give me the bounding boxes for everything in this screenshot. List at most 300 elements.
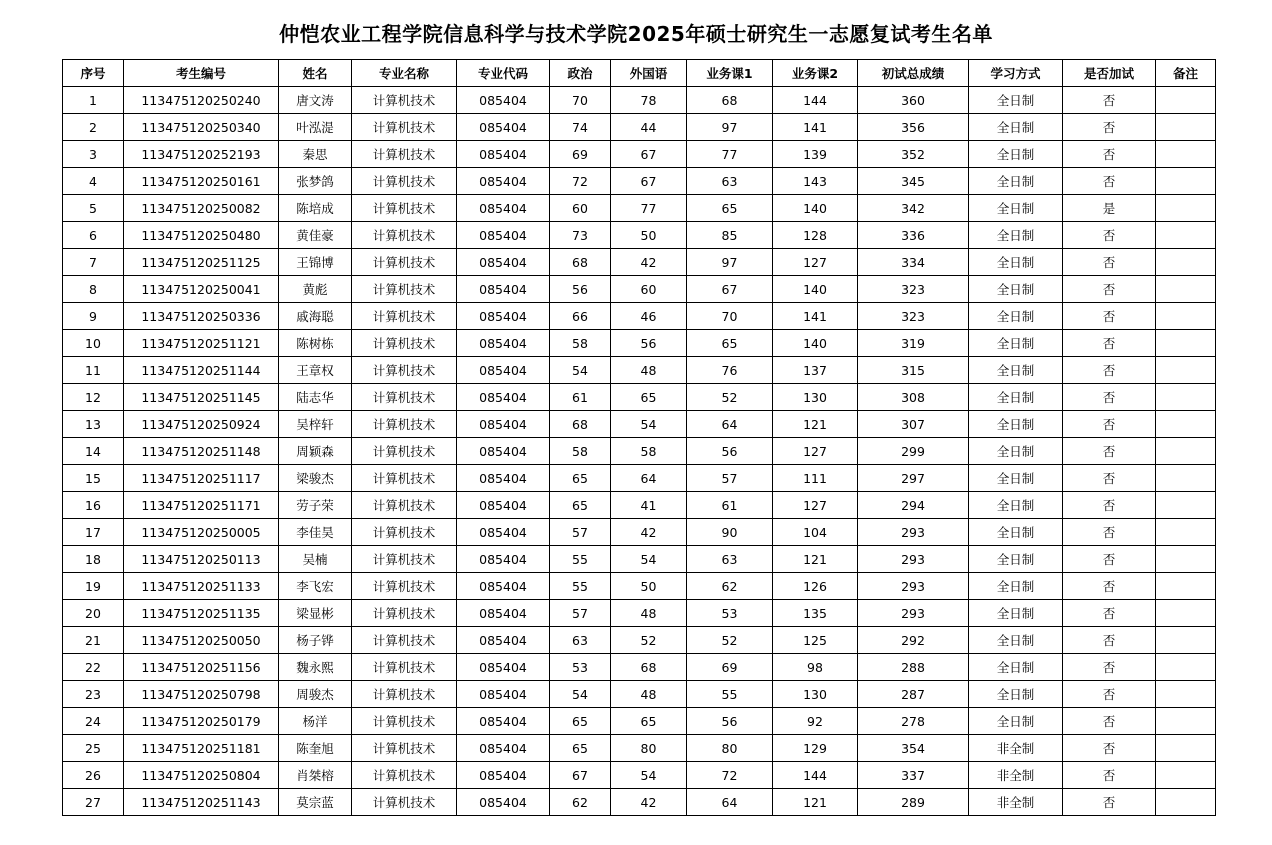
table-cell: 20 — [63, 600, 124, 627]
table-cell: 113475120251144 — [124, 357, 279, 384]
table-cell: 否 — [1063, 492, 1156, 519]
table-cell — [1156, 789, 1216, 816]
table-cell: 140 — [773, 195, 858, 222]
table-row — [63, 357, 1216, 384]
table-cell — [1156, 546, 1216, 573]
table-cell — [1156, 492, 1216, 519]
column-header: 学习方式 — [969, 60, 1063, 87]
table-cell — [1156, 168, 1216, 195]
table-cell: 否 — [1063, 735, 1156, 762]
table-cell: 140 — [773, 330, 858, 357]
table-cell: 41 — [611, 492, 687, 519]
table-cell: 72 — [550, 168, 611, 195]
table-cell: 113475120251171 — [124, 492, 279, 519]
table-cell: 308 — [858, 384, 969, 411]
table-cell: 吴楠 — [279, 546, 352, 573]
table-cell: 113475120250041 — [124, 276, 279, 303]
table-cell: 否 — [1063, 762, 1156, 789]
table-cell: 50 — [611, 573, 687, 600]
table-cell: 56 — [687, 708, 773, 735]
table-cell: 140 — [773, 276, 858, 303]
table-cell: 否 — [1063, 681, 1156, 708]
table-cell: 77 — [687, 141, 773, 168]
table-cell: 计算机技术 — [352, 195, 457, 222]
table-cell: 085404 — [457, 411, 550, 438]
table-row — [63, 87, 1216, 114]
table-cell: 计算机技术 — [352, 276, 457, 303]
column-header: 专业代码 — [457, 60, 550, 87]
table-cell: 56 — [611, 330, 687, 357]
table-cell: 113475120251135 — [124, 600, 279, 627]
table-cell: 否 — [1063, 600, 1156, 627]
table-cell: 1 — [63, 87, 124, 114]
table-cell: 44 — [611, 114, 687, 141]
table-cell: 计算机技术 — [352, 87, 457, 114]
table-cell: 是 — [1063, 195, 1156, 222]
table-cell: 352 — [858, 141, 969, 168]
column-header: 初试总成绩 — [858, 60, 969, 87]
table-row — [63, 627, 1216, 654]
table-cell: 否 — [1063, 357, 1156, 384]
table-cell: 戚海聪 — [279, 303, 352, 330]
table-cell: 52 — [687, 627, 773, 654]
table-cell: 陈树栋 — [279, 330, 352, 357]
table-cell: 60 — [611, 276, 687, 303]
table-row — [63, 681, 1216, 708]
table-cell: 55 — [550, 546, 611, 573]
table-row — [63, 492, 1216, 519]
table-cell — [1156, 465, 1216, 492]
table-cell: 98 — [773, 654, 858, 681]
table-cell: 27 — [63, 789, 124, 816]
table-cell: 全日制 — [969, 627, 1063, 654]
table-cell: 62 — [687, 573, 773, 600]
table-cell: 否 — [1063, 168, 1156, 195]
table-cell: 69 — [550, 141, 611, 168]
table-cell: 345 — [858, 168, 969, 195]
table-cell: 否 — [1063, 87, 1156, 114]
table-cell: 全日制 — [969, 114, 1063, 141]
table-cell: 全日制 — [969, 681, 1063, 708]
table-cell: 323 — [858, 276, 969, 303]
table-cell: 7 — [63, 249, 124, 276]
table-cell: 144 — [773, 762, 858, 789]
table-cell: 26 — [63, 762, 124, 789]
table-cell: 叶泓湜 — [279, 114, 352, 141]
table-cell: 否 — [1063, 249, 1156, 276]
table-cell: 336 — [858, 222, 969, 249]
table-cell: 21 — [63, 627, 124, 654]
column-header: 业务课1 — [687, 60, 773, 87]
table-cell: 否 — [1063, 627, 1156, 654]
column-header: 姓名 — [279, 60, 352, 87]
table-cell: 16 — [63, 492, 124, 519]
column-header: 业务课2 — [773, 60, 858, 87]
table-cell: 6 — [63, 222, 124, 249]
table-cell: 113475120250798 — [124, 681, 279, 708]
table-cell: 97 — [687, 114, 773, 141]
page-title: 仲恺农业工程学院信息科学与技术学院2025年硕士研究生一志愿复试考生名单 — [279, 22, 993, 46]
table-cell: 计算机技术 — [352, 681, 457, 708]
table-cell: 48 — [611, 600, 687, 627]
table-cell: 李佳昊 — [279, 519, 352, 546]
table-cell: 085404 — [457, 222, 550, 249]
table-cell: 计算机技术 — [352, 465, 457, 492]
table-cell: 计算机技术 — [352, 249, 457, 276]
table-cell: 57 — [687, 465, 773, 492]
table-cell: 085404 — [457, 654, 550, 681]
table-cell: 否 — [1063, 546, 1156, 573]
table-cell: 梁骏杰 — [279, 465, 352, 492]
table-cell: 085404 — [457, 627, 550, 654]
column-header: 考生编号 — [124, 60, 279, 87]
table-cell: 50 — [611, 222, 687, 249]
table-cell: 计算机技术 — [352, 519, 457, 546]
table-cell: 60 — [550, 195, 611, 222]
table-cell: 085404 — [457, 195, 550, 222]
table-cell — [1156, 681, 1216, 708]
table-cell: 计算机技术 — [352, 168, 457, 195]
table-cell: 计算机技术 — [352, 492, 457, 519]
table-cell: 王锦博 — [279, 249, 352, 276]
table-cell: 137 — [773, 357, 858, 384]
table-cell: 否 — [1063, 384, 1156, 411]
table-cell: 计算机技术 — [352, 573, 457, 600]
table-cell: 289 — [858, 789, 969, 816]
table-cell: 337 — [858, 762, 969, 789]
table-cell: 65 — [550, 492, 611, 519]
table-cell: 121 — [773, 789, 858, 816]
table-cell: 113475120252193 — [124, 141, 279, 168]
column-header: 备注 — [1156, 60, 1216, 87]
table-cell: 全日制 — [969, 708, 1063, 735]
table-cell: 66 — [550, 303, 611, 330]
table-cell: 125 — [773, 627, 858, 654]
table-cell: 非全制 — [969, 789, 1063, 816]
table-cell: 否 — [1063, 330, 1156, 357]
table-cell: 48 — [611, 357, 687, 384]
table-row — [63, 195, 1216, 222]
table-cell: 113475120250924 — [124, 411, 279, 438]
table-cell: 12 — [63, 384, 124, 411]
table-cell: 113475120250240 — [124, 87, 279, 114]
table-cell: 113475120251121 — [124, 330, 279, 357]
table-cell: 127 — [773, 249, 858, 276]
table-cell: 293 — [858, 519, 969, 546]
table-cell: 24 — [63, 708, 124, 735]
table-cell: 黄佳豪 — [279, 222, 352, 249]
table-cell: 085404 — [457, 735, 550, 762]
table-cell: 8 — [63, 276, 124, 303]
table-cell: 63 — [550, 627, 611, 654]
table-cell: 113475120250082 — [124, 195, 279, 222]
table-cell: 67 — [687, 276, 773, 303]
table-cell: 全日制 — [969, 276, 1063, 303]
table-cell — [1156, 600, 1216, 627]
table-cell: 113475120251117 — [124, 465, 279, 492]
table-row — [63, 654, 1216, 681]
table-cell: 113475120250804 — [124, 762, 279, 789]
table-cell: 65 — [611, 384, 687, 411]
table-cell: 53 — [550, 654, 611, 681]
table-row — [63, 249, 1216, 276]
table-cell: 计算机技术 — [352, 546, 457, 573]
table-cell: 否 — [1063, 141, 1156, 168]
table-cell: 113475120251125 — [124, 249, 279, 276]
table-cell: 42 — [611, 249, 687, 276]
table-cell: 67 — [550, 762, 611, 789]
table-cell: 计算机技术 — [352, 600, 457, 627]
table-cell: 085404 — [457, 384, 550, 411]
table-cell: 085404 — [457, 681, 550, 708]
table-cell: 46 — [611, 303, 687, 330]
table-cell: 354 — [858, 735, 969, 762]
table-cell: 085404 — [457, 465, 550, 492]
table-header-row — [63, 60, 1216, 87]
table-cell: 否 — [1063, 465, 1156, 492]
table-cell: 全日制 — [969, 465, 1063, 492]
column-header: 是否加试 — [1063, 60, 1156, 87]
table-cell: 63 — [687, 168, 773, 195]
table-cell — [1156, 411, 1216, 438]
table-cell: 全日制 — [969, 438, 1063, 465]
table-cell: 72 — [687, 762, 773, 789]
table-cell: 58 — [550, 330, 611, 357]
table-cell: 129 — [773, 735, 858, 762]
table-cell: 非全制 — [969, 735, 1063, 762]
table-cell: 085404 — [457, 276, 550, 303]
table-row — [63, 708, 1216, 735]
table-cell: 085404 — [457, 330, 550, 357]
table-cell: 18 — [63, 546, 124, 573]
table-cell: 计算机技术 — [352, 789, 457, 816]
table-cell: 莫宗蓝 — [279, 789, 352, 816]
table-cell: 360 — [858, 87, 969, 114]
table-cell: 085404 — [457, 168, 550, 195]
table-cell: 否 — [1063, 708, 1156, 735]
table-cell: 否 — [1063, 519, 1156, 546]
table-cell: 342 — [858, 195, 969, 222]
table-cell: 113475120251145 — [124, 384, 279, 411]
table-cell: 085404 — [457, 708, 550, 735]
table-row — [63, 276, 1216, 303]
table-cell: 90 — [687, 519, 773, 546]
table-cell — [1156, 357, 1216, 384]
table-cell: 48 — [611, 681, 687, 708]
table-cell — [1156, 249, 1216, 276]
table-cell: 2 — [63, 114, 124, 141]
table-row — [63, 438, 1216, 465]
table-cell — [1156, 303, 1216, 330]
table-cell: 全日制 — [969, 411, 1063, 438]
table-row — [63, 789, 1216, 816]
table-cell: 全日制 — [969, 654, 1063, 681]
table-cell: 全日制 — [969, 519, 1063, 546]
table-cell: 113475120251181 — [124, 735, 279, 762]
table-body — [63, 87, 1216, 816]
table-cell: 计算机技术 — [352, 141, 457, 168]
table-cell: 全日制 — [969, 168, 1063, 195]
table-cell: 否 — [1063, 573, 1156, 600]
table-cell: 127 — [773, 438, 858, 465]
table-cell: 65 — [550, 465, 611, 492]
table-cell: 张梦鸽 — [279, 168, 352, 195]
table-cell: 63 — [687, 546, 773, 573]
table-cell: 全日制 — [969, 384, 1063, 411]
table-cell: 323 — [858, 303, 969, 330]
table-cell: 135 — [773, 600, 858, 627]
table-cell: 15 — [63, 465, 124, 492]
table-cell: 周颖森 — [279, 438, 352, 465]
table-cell: 113475120250050 — [124, 627, 279, 654]
table-cell: 64 — [687, 789, 773, 816]
table-cell: 56 — [687, 438, 773, 465]
table-cell: 56 — [550, 276, 611, 303]
table-cell: 全日制 — [969, 141, 1063, 168]
table-cell: 085404 — [457, 249, 550, 276]
table-cell: 113475120251148 — [124, 438, 279, 465]
table-cell: 57 — [550, 600, 611, 627]
table-cell — [1156, 330, 1216, 357]
table-cell: 周骏杰 — [279, 681, 352, 708]
table-cell: 全日制 — [969, 195, 1063, 222]
table-cell: 劳子荣 — [279, 492, 352, 519]
table-cell: 陈奎旭 — [279, 735, 352, 762]
table-cell: 吴梓轩 — [279, 411, 352, 438]
table-cell: 否 — [1063, 789, 1156, 816]
table-cell: 54 — [550, 357, 611, 384]
table-cell: 19 — [63, 573, 124, 600]
column-header: 专业名称 — [352, 60, 457, 87]
table-cell: 76 — [687, 357, 773, 384]
table-cell: 25 — [63, 735, 124, 762]
table-cell: 计算机技术 — [352, 438, 457, 465]
table-cell: 67 — [611, 168, 687, 195]
table-row — [63, 735, 1216, 762]
table-cell: 356 — [858, 114, 969, 141]
table-cell: 计算机技术 — [352, 708, 457, 735]
table-cell: 4 — [63, 168, 124, 195]
table-cell: 143 — [773, 168, 858, 195]
table-cell: 68 — [611, 654, 687, 681]
table-cell: 54 — [550, 681, 611, 708]
table-cell: 23 — [63, 681, 124, 708]
table-cell: 085404 — [457, 141, 550, 168]
table-cell: 9 — [63, 303, 124, 330]
table-cell: 113475120250113 — [124, 546, 279, 573]
table-cell: 278 — [858, 708, 969, 735]
column-header: 外国语 — [611, 60, 687, 87]
table-cell: 杨洋 — [279, 708, 352, 735]
table-cell: 陆志华 — [279, 384, 352, 411]
table-cell: 294 — [858, 492, 969, 519]
table-cell: 334 — [858, 249, 969, 276]
table-cell: 113475120250336 — [124, 303, 279, 330]
table-cell: 64 — [687, 411, 773, 438]
table-cell: 144 — [773, 87, 858, 114]
table-cell: 否 — [1063, 222, 1156, 249]
table-row — [63, 600, 1216, 627]
table-cell: 全日制 — [969, 222, 1063, 249]
table-cell: 085404 — [457, 789, 550, 816]
table-cell: 魏永熙 — [279, 654, 352, 681]
table-cell: 141 — [773, 303, 858, 330]
table-cell: 315 — [858, 357, 969, 384]
table-cell: 130 — [773, 384, 858, 411]
table-cell: 299 — [858, 438, 969, 465]
table-cell: 黄彪 — [279, 276, 352, 303]
table-cell: 113475120251156 — [124, 654, 279, 681]
table-cell: 113475120250161 — [124, 168, 279, 195]
table-cell: 杨子铧 — [279, 627, 352, 654]
table-row — [63, 465, 1216, 492]
table-cell: 全日制 — [969, 492, 1063, 519]
table-cell: 085404 — [457, 600, 550, 627]
table-cell: 085404 — [457, 87, 550, 114]
table-cell: 否 — [1063, 438, 1156, 465]
table-cell: 74 — [550, 114, 611, 141]
table-cell: 全日制 — [969, 573, 1063, 600]
table-cell: 计算机技术 — [352, 627, 457, 654]
table-cell: 全日制 — [969, 600, 1063, 627]
table-cell: 130 — [773, 681, 858, 708]
table-cell: 126 — [773, 573, 858, 600]
table-row — [63, 546, 1216, 573]
table-row — [63, 330, 1216, 357]
table-cell: 22 — [63, 654, 124, 681]
table-cell: 65 — [611, 708, 687, 735]
table-cell: 293 — [858, 546, 969, 573]
table-cell — [1156, 141, 1216, 168]
table-cell: 085404 — [457, 114, 550, 141]
table-cell: 13 — [63, 411, 124, 438]
table-cell: 292 — [858, 627, 969, 654]
table-cell: 非全制 — [969, 762, 1063, 789]
table-cell: 68 — [687, 87, 773, 114]
table-cell: 全日制 — [969, 303, 1063, 330]
table-cell — [1156, 114, 1216, 141]
table-cell — [1156, 627, 1216, 654]
table-cell: 梁显彬 — [279, 600, 352, 627]
table-cell: 计算机技术 — [352, 384, 457, 411]
table-cell: 计算机技术 — [352, 303, 457, 330]
table-cell: 陈培成 — [279, 195, 352, 222]
table-cell: 141 — [773, 114, 858, 141]
table-row — [63, 384, 1216, 411]
table-cell: 139 — [773, 141, 858, 168]
table-cell — [1156, 276, 1216, 303]
table-cell: 王章权 — [279, 357, 352, 384]
table-row — [63, 573, 1216, 600]
table-cell: 69 — [687, 654, 773, 681]
table-cell: 73 — [550, 222, 611, 249]
table-cell: 113475120250340 — [124, 114, 279, 141]
table-cell: 65 — [687, 195, 773, 222]
table-cell: 计算机技术 — [352, 330, 457, 357]
table-cell: 128 — [773, 222, 858, 249]
table-cell: 计算机技术 — [352, 654, 457, 681]
table-cell — [1156, 87, 1216, 114]
table-cell — [1156, 519, 1216, 546]
table-cell: 计算机技术 — [352, 357, 457, 384]
table-cell: 319 — [858, 330, 969, 357]
table-cell: 67 — [611, 141, 687, 168]
table-cell: 否 — [1063, 654, 1156, 681]
table-cell: 113475120250179 — [124, 708, 279, 735]
table-cell: 68 — [550, 411, 611, 438]
table-cell: 52 — [611, 627, 687, 654]
table-cell: 否 — [1063, 303, 1156, 330]
